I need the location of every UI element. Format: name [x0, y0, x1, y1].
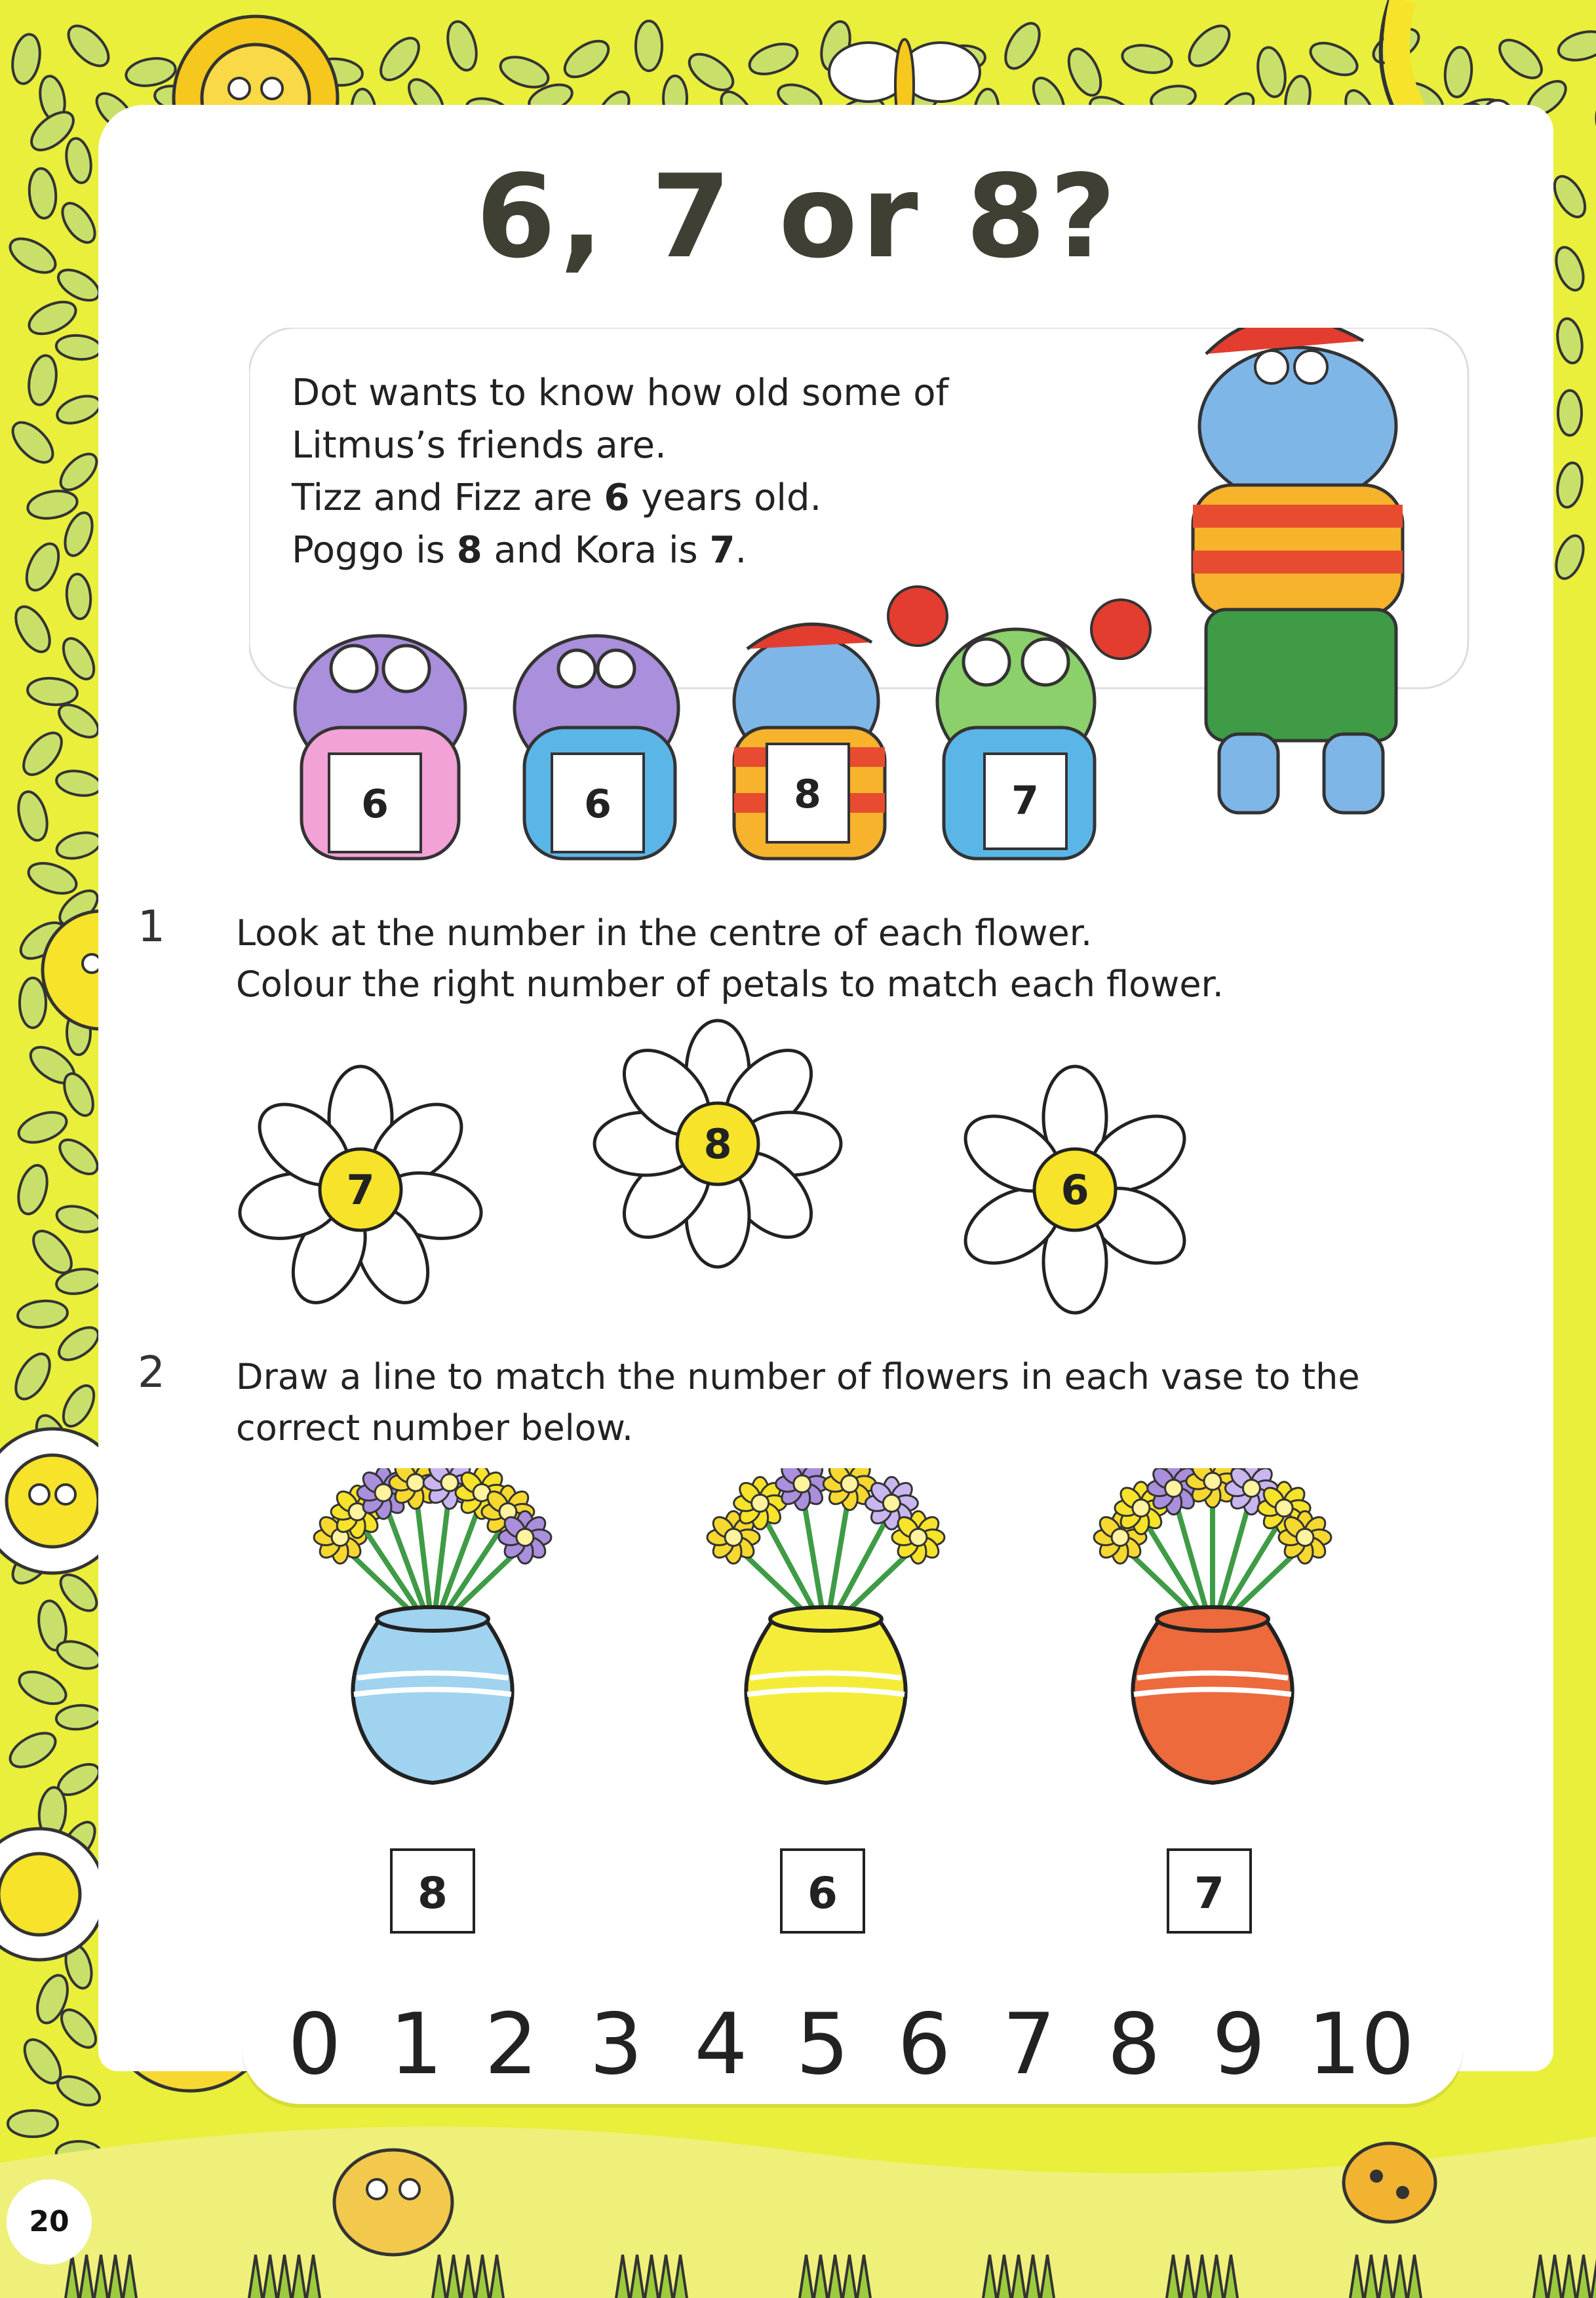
- number-line-digit: 5: [796, 1996, 849, 2094]
- age-card: 6: [584, 781, 612, 827]
- red-vase[interactable]: [1094, 1468, 1331, 1783]
- flower-8-petals[interactable]: [594, 1021, 841, 1267]
- intro-text-fragment: .: [735, 529, 747, 572]
- tizz-character-icon: [295, 636, 465, 859]
- gopher-character-icon: [334, 2150, 452, 2255]
- blue-vase[interactable]: [314, 1468, 551, 1783]
- intro-text-fragment: and Kora is: [482, 529, 710, 572]
- friends-illustration: [249, 577, 1167, 865]
- age-poggo: 8: [456, 529, 482, 572]
- age-card: 6: [361, 781, 389, 827]
- flowers-row: [223, 1003, 1245, 1331]
- answer-box[interactable]: 6: [780, 1848, 865, 1934]
- number-line-digit: 8: [1107, 1996, 1161, 2094]
- number-line-digit: 2: [484, 1996, 538, 2094]
- question-1-text: [236, 908, 1224, 1010]
- answer-box[interactable]: 8: [390, 1848, 475, 1934]
- vase-flower-icon: [1279, 1511, 1331, 1564]
- question-1-line-2: Colour the right number of petals to match each flower.: [236, 964, 1224, 1005]
- vase-body: [746, 1619, 905, 1783]
- intro-line-1: Dot wants to know how old some of: [292, 372, 949, 414]
- flower-7-petals[interactable]: [233, 1066, 488, 1314]
- number-line-digit: 7: [1002, 1996, 1056, 2094]
- intro-line-4: [292, 524, 1045, 577]
- number-line-digit: 6: [897, 1996, 951, 2094]
- litmus-hippo-icon: [1193, 328, 1403, 813]
- poggo-character-icon: [734, 624, 885, 859]
- question-1-number: 1: [138, 901, 165, 952]
- question-2-line-1: Draw a line to match the number of flowers in each vase to the: [236, 1356, 1360, 1397]
- intro-text-fragment: Tizz and Fizz are: [292, 477, 604, 519]
- vase-flower-icon: [499, 1511, 551, 1564]
- question-2-line-2: correct number below.: [236, 1407, 634, 1449]
- age-card: 7: [1011, 778, 1039, 824]
- intro-text: [292, 367, 1045, 577]
- vase-flower-icon: [892, 1511, 944, 1564]
- flower-center-number: 6: [1061, 1166, 1089, 1214]
- vases-row: [282, 1468, 1383, 1809]
- kora-character-icon: [888, 587, 1150, 859]
- vase-body: [1133, 1619, 1292, 1783]
- age-card: 8: [794, 771, 821, 817]
- flower-6-petals[interactable]: [952, 1066, 1197, 1313]
- question-1-line-1: Look at the number in the centre of each flower.: [236, 912, 1093, 954]
- age-kora: 7: [709, 529, 735, 572]
- number-line-digit: 4: [694, 1996, 748, 2094]
- fizz-character-icon: [515, 636, 678, 859]
- flower-center-number: 8: [703, 1120, 732, 1168]
- vase-body: [353, 1619, 512, 1783]
- age-tizz-fizz: 6: [604, 477, 630, 519]
- vase-flower-icon: [776, 1468, 828, 1510]
- flower-center-number: 7: [346, 1166, 375, 1214]
- page-title: 6, 7 or 8?: [476, 151, 1120, 284]
- intro-line-2: Litmus’s friends are.: [292, 424, 667, 467]
- question-2-number: 2: [138, 1347, 165, 1397]
- number-line-digit: 10: [1308, 1996, 1414, 2094]
- yellow-vase[interactable]: [707, 1468, 944, 1783]
- number-line-digit: 0: [288, 1996, 341, 2094]
- number-line-digit: 9: [1212, 1996, 1266, 2094]
- intro-line-3: [292, 472, 1045, 524]
- question-2-text: [236, 1352, 1360, 1454]
- number-line-digit: 3: [589, 1996, 643, 2094]
- ladybird-icon: [1344, 2143, 1435, 2222]
- intro-text-fragment: Poggo is: [292, 529, 457, 572]
- intro-text-fragment: years old.: [629, 477, 822, 519]
- page-number: 20: [7, 2179, 92, 2265]
- answer-box[interactable]: 7: [1167, 1848, 1252, 1934]
- number-line-digit: 1: [389, 1996, 443, 2094]
